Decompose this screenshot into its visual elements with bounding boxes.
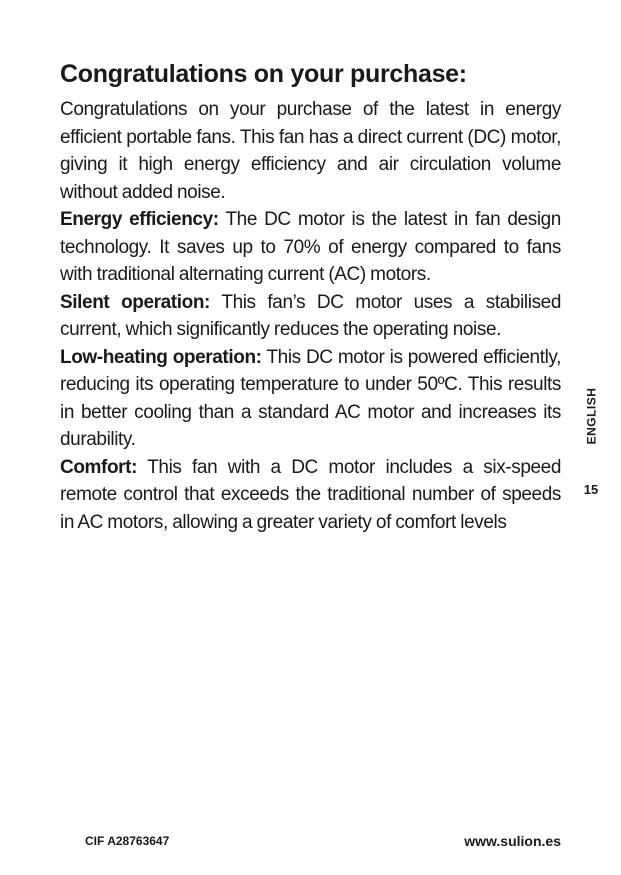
section-text-low-heating-operation: This DC motor is powered efficiently, reducing its operating temperature to under 50ºC. This results in better cooling than a standard AC motor and increases its durability.: [60, 346, 561, 450]
language-label-text: ENGLISH: [584, 387, 598, 445]
section-heading-energy-efficiency: Energy efficiency:: [60, 209, 219, 230]
section-heading-comfort: Comfort:: [60, 456, 138, 478]
section-low-heating-operation: [60, 344, 561, 454]
page-number: 15: [583, 482, 599, 497]
section-text-energy-efficiency: The DC motor is the latest in fan design technology. It saves up to 70% of energy compared to fans with traditional alternating current (AC) motors.: [60, 209, 561, 285]
intro-paragraph: Congratulations on your purchase of the latest in energy efficient portable fans. This fan has a direct current (DC) motor, giving it high energy efficiency and air circulation volume without added noise.: [60, 99, 561, 203]
section-text-comfort: This fan with a DC motor includes a six-speed remote control that exceeds the traditional number of speeds in AC motors, allowing a greater variety of comfort levels: [60, 456, 561, 533]
manual-content: [60, 58, 561, 536]
section-heading-silent-operation: Silent operation:: [60, 291, 210, 313]
section-heading-low-heating-operation: Low-heating operation:: [60, 346, 262, 368]
language-side-label: [576, 384, 606, 448]
footer-cif: CIF A28763647: [85, 834, 170, 848]
section-text-silent-operation: This fan’s DC motor uses a stabilised current, which significantly reduces the operating noise.: [60, 291, 561, 340]
footer-website: www.sulion.es: [464, 833, 561, 849]
section-comfort: [60, 454, 561, 537]
section-energy-efficiency: [60, 206, 561, 289]
page-title: Congratulations on your purchase:: [60, 60, 467, 88]
section-silent-operation: [60, 289, 561, 344]
